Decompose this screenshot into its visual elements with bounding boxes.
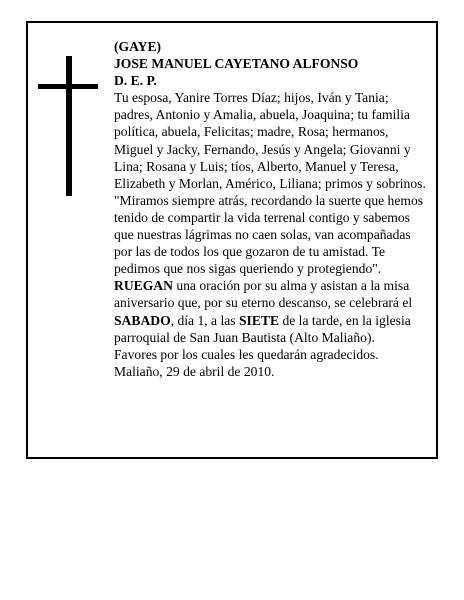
- memorial-quote: "Miramos siempre atrás, recordando la suerte que hemos tenido de compartir la vida terrenal contigo y sabemos que nuestras lágrimas no caen solas, van acompañadas por las de todos los que gozaron de tu amistad. Te pedimos que nos sigas queriendo y protegiendo".: [114, 192, 424, 277]
- request-text-3: de la tarde, en la iglesia parroquial de San Juan Bautista (Alto Maliaño).: [114, 312, 411, 345]
- cross-icon: [66, 56, 72, 196]
- day-keyword: SABADO: [114, 312, 171, 328]
- nickname: (GAYE): [114, 39, 162, 54]
- time-keyword: SIETE: [238, 312, 280, 328]
- request-text-1: una oración por su alma y asistan a la misa aniversario que, por su eterno descanso, se celebrará el: [114, 278, 413, 311]
- dep-label: D. E. P.: [114, 73, 157, 89]
- request-keyword: RUEGAN: [114, 278, 173, 294]
- mass-request: [114, 277, 426, 345]
- request-text-2: , día 1, a las: [170, 312, 239, 328]
- family-list: Tu esposa, Yanire Torres Díaz; hijos, Iván y Tania; padres, Antonio y Amalia, abuela, Joaquina; tu familia política, abuela, Felicitas; madre, Rosa; hermanos, Miguel y Jacky, Fernando, Jesús y Angela; Giovanni y Lina; Rosana y Luis; tíos, Alberto, Manuel y Teresa, Elizabeth y Morlan, Américo, Liliana; primos y sobrinos.: [114, 90, 426, 191]
- thanks-line: Favores por los cuales les quedarán agradecidos.: [114, 346, 379, 362]
- place-date: Maliaño, 29 de abril de 2010.: [114, 363, 275, 379]
- obituary-text: [114, 38, 426, 380]
- cross-icon-arm: [38, 84, 98, 89]
- deceased-name: JOSE MANUEL CAYETANO ALFONSO: [114, 56, 359, 72]
